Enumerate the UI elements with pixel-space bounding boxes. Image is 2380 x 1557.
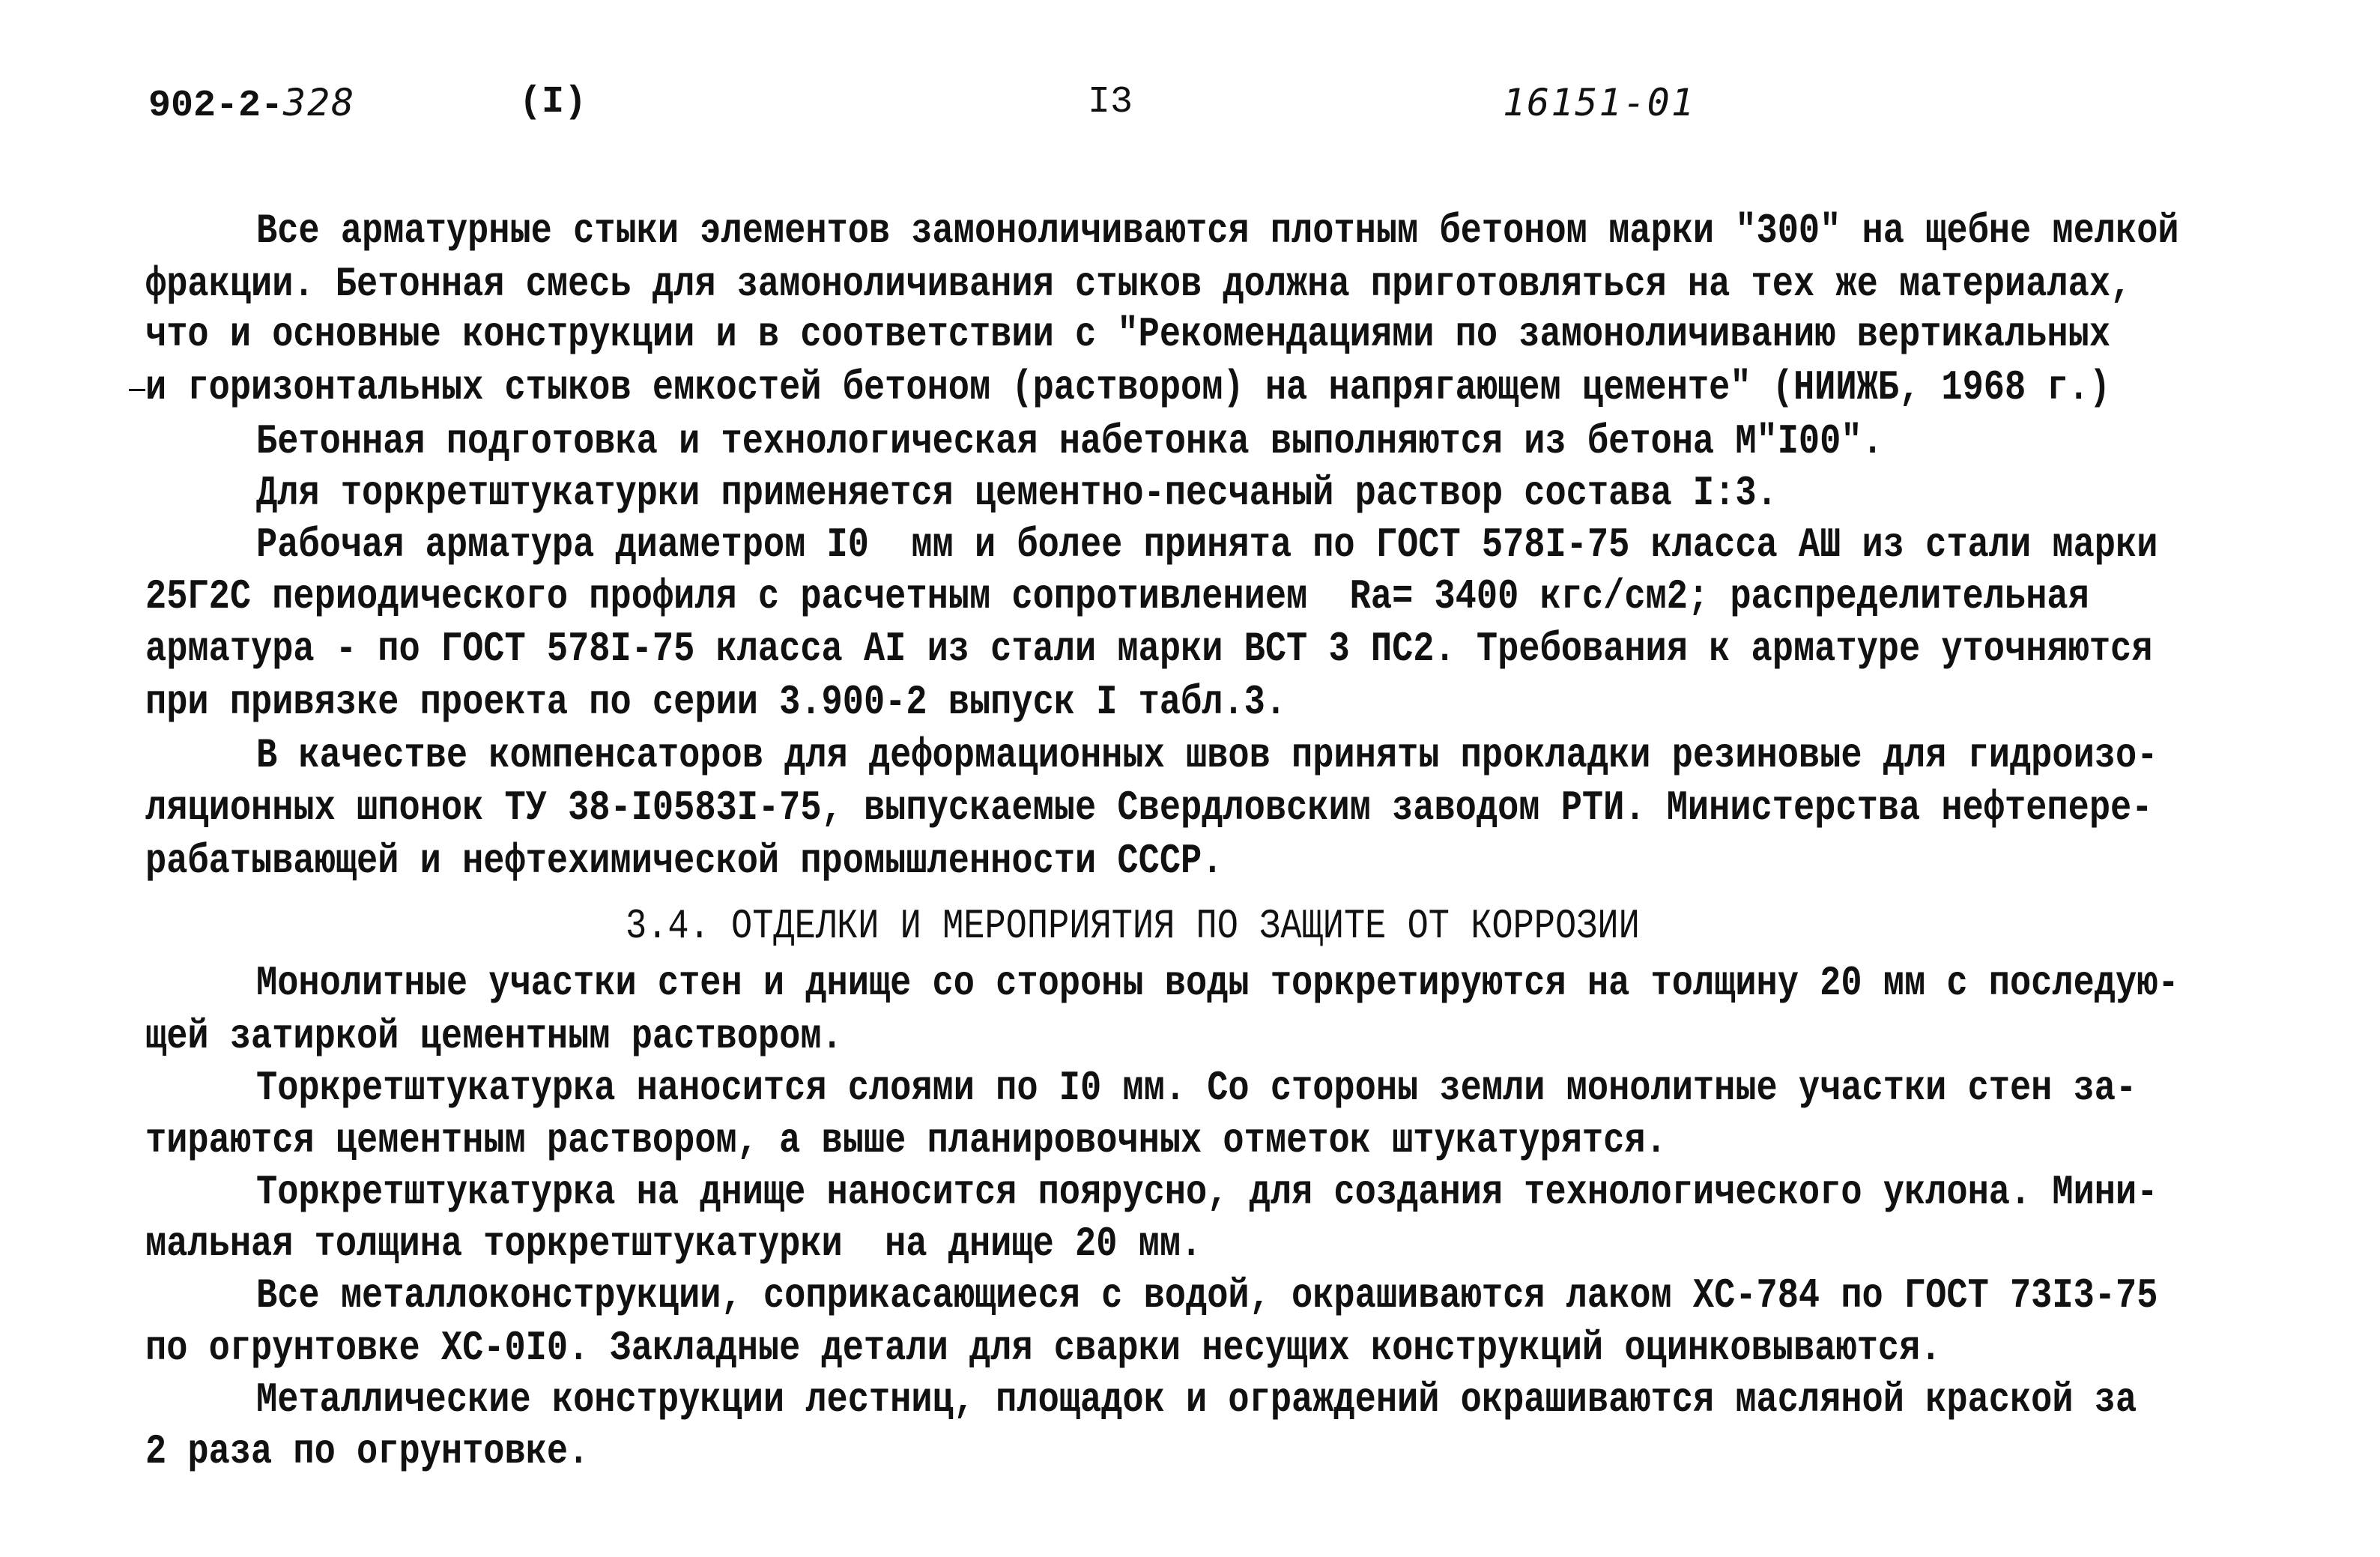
- text-line: Все металлоконструкции, соприкасающиеся с водой, окрашиваются лаком ХС-784 по ГОСТ 73I3-75: [256, 1273, 2158, 1320]
- page-number: I3: [1088, 81, 1133, 124]
- text-line: Для торкретштукатурки применяется цементно-песчаный раствор состава I:3.: [256, 471, 1778, 518]
- text-line: фракции. Бетонная смесь для замоноличивания стыков должна приготовляться на тех же материалах,: [145, 261, 2132, 309]
- text-line: Монолитные участки стен и днище со стороны воды торкретируются на толщину 20 мм с последую-: [256, 961, 2179, 1008]
- text-line: рабатывающей и нефтехимической промышленности СССР.: [145, 838, 1223, 886]
- text-line: арматура - по ГОСТ 578I-75 класса АI из стали марки ВСТ 3 ПС2. Требования к арматуре уточняются: [145, 626, 2153, 674]
- series-handwritten-number: 328: [283, 81, 356, 124]
- text-line: Все арматурные стыки элементов замоноличиваются плотным бетоном марки "300" на щебне мелкой: [256, 208, 2179, 256]
- text-line: при привязке проекта по серии 3.900-2 выпуск I табл.3.: [145, 680, 1287, 727]
- document-number: 16151-01: [1503, 81, 1695, 124]
- text-line: Торкретштукатурка наносится слоями по I0 мм. Со стороны земли монолитные участки стен за-: [256, 1065, 2137, 1113]
- text-line: мальная толщина торкретштукатурки на днище 20 мм.: [145, 1221, 1202, 1269]
- margin-mark: [129, 389, 145, 391]
- text-line: Металлические конструкции лестниц, площадок и ограждений окрашиваются масляной краской за: [256, 1377, 2137, 1424]
- section-heading: 3.4. ОТДЕЛКИ И МЕРОПРИЯТИЯ ПО ЗАЩИТЕ ОТ КОРРОЗИИ: [626, 904, 1640, 951]
- text-line: Бетонная подготовка и технологическая набетонка выполняются из бетона М"I00".: [256, 419, 1883, 466]
- text-line: Рабочая арматура диаметром I0 мм и более принята по ГОСТ 578I-75 класса АШ из стали марки: [256, 522, 2158, 569]
- text-line: что и основные конструкции и в соответствии с "Рекомендациями по замоноличиванию вертикальных: [145, 312, 2111, 359]
- document-part: (I): [519, 81, 587, 124]
- text-line: тираются цементным раствором, а выше планировочных отметок штукатурятся.: [145, 1118, 1667, 1165]
- series-code: 902-2-: [148, 85, 284, 127]
- text-line: 2 раза по огрунтовке.: [145, 1429, 590, 1476]
- text-line: Торкретштукатурка на днище наносится поярусно, для создания технологического уклона. Мини-: [256, 1170, 2158, 1217]
- text-line: ляционных шпонок ТУ 38-I0583I-75, выпускаемые Свердловским заводом РТИ. Министерства нефтепере-: [145, 785, 2153, 832]
- text-line: по огрунтовке ХС-0I0. Закладные детали для сварки несущих конструкций оцинковываются.: [145, 1325, 1942, 1373]
- text-line: В качестве компенсаторов для деформационных швов приняты прокладки резиновые для гидроизо-: [256, 733, 2158, 780]
- document-series: [148, 81, 355, 127]
- text-line: 25Г2С периодического профиля с расчетным сопротивлением Rа= 3400 кгс/см2; распределительная: [145, 574, 2089, 621]
- text-line: и горизонтальных стыков емкостей бетоном (раствором) на напрягающем цементе" (НИИЖБ, 1968 г.): [145, 365, 2111, 412]
- text-line: щей затиркой цементным раствором.: [145, 1014, 843, 1061]
